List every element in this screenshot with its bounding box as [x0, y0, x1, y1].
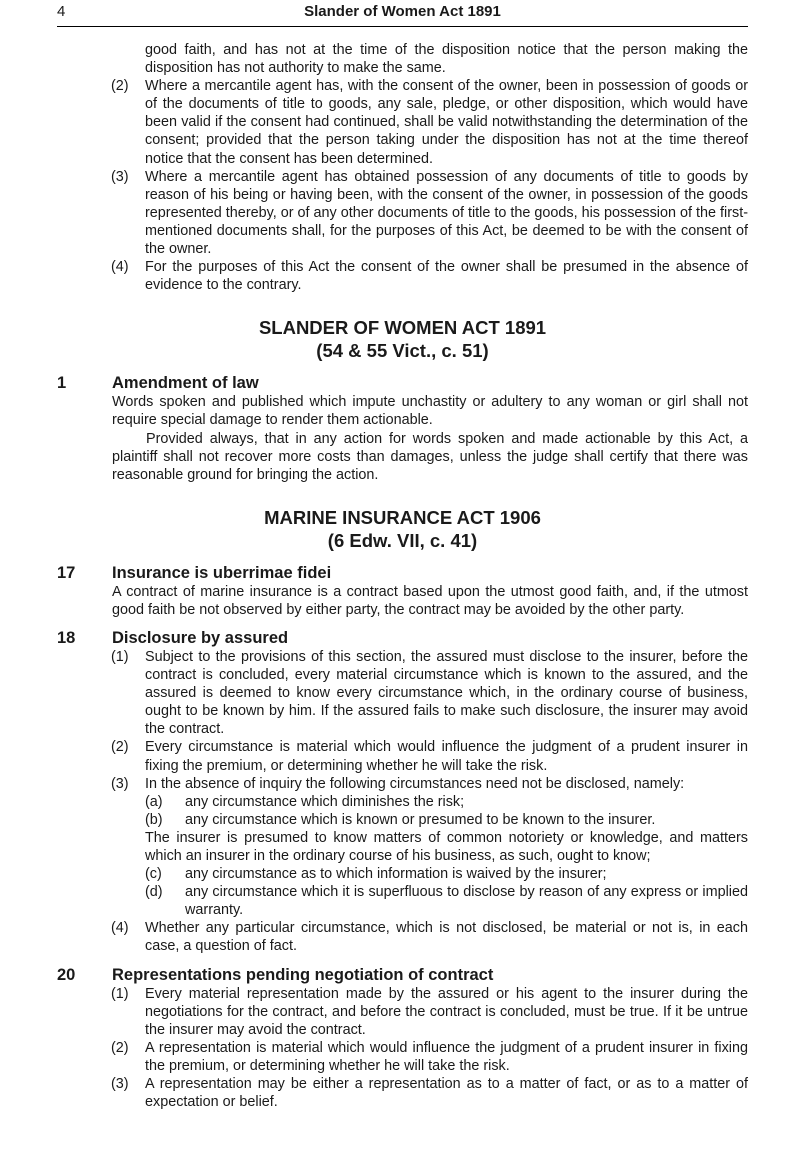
middle-text: The insurer is presumed to know matters of common notoriety or knowledge, and matters which an insurer in the ordinary course of his business, as such, ought to know; [145, 829, 748, 864]
section-number: 18 [57, 628, 76, 647]
page-header [57, 0, 748, 27]
section-text: A contract of marine insurance is a contract based upon the utmost good faith, and, if the utmost good faith be not observed by either party, the contract may be avoided by the other party. [112, 583, 748, 618]
subsection-number: (1) [111, 648, 129, 665]
item-label: (d) [145, 884, 163, 901]
subsection [57, 919, 748, 955]
subsection-number: (4) [111, 920, 129, 937]
subsection-text: Whether any particular circumstance, which is not disclosed, be material or not is, in each case, a question of fact. [145, 920, 748, 955]
subsection [57, 1075, 748, 1111]
item-text: any circumstance which diminishes the risk; [185, 793, 465, 810]
item-label: (a) [145, 793, 163, 810]
subsection-text: Every circumstance is material which would influence the judgment of a prudent insurer in fixing the premium, or determining whether he will take the risk. [145, 739, 748, 774]
section [57, 965, 748, 1112]
subsection [57, 648, 748, 738]
subsection [57, 1039, 748, 1075]
section-text: Words spoken and published which impute unchastity or adultery to any woman or girl shall not require special damage to render them actionable. [112, 394, 748, 429]
subsection [57, 77, 748, 167]
subsection-text: Where a mercantile agent has obtained possession of any documents of title to goods by reason of his being or having been, with the consent of the owner, in possession of the goods represented thereby, or of any other documents of title to the goods, his possession of the first-mentioned documents shall, for the purposes of this Act, be deemed to be with the consent of the owner. [145, 168, 748, 258]
subsection-text: A representation is material which would influence the judgment of a prudent insurer in fixing the premium, or determining whether he will take the risk. [145, 1039, 748, 1074]
section [57, 563, 748, 619]
act-citation: (54 & 55 Vict., c. 51) [316, 340, 489, 362]
subsection-number: (3) [111, 775, 129, 792]
paragraph-item [57, 865, 748, 883]
paragraph-item [57, 811, 748, 829]
section-title: Representations pending negotiation of contract [112, 965, 494, 984]
subsection-text: Where a mercantile agent has, with the consent of the owner, been in possession of goods or of the documents of title to goods, any sale, pledge, or other disposition, which would have been valid if the consent had continued, shall be valid notwithstanding the determination of the consent; provided that the person taking under the disposition has not at the time thereof notice that the consent has been determined. [145, 78, 748, 167]
section [57, 373, 748, 483]
section-title: Amendment of law [112, 374, 259, 393]
subsection-text: A representation may be either a representation as to a matter of fact, or as to a matter of expectation or belief. [145, 1076, 748, 1111]
section-number: 20 [57, 965, 76, 984]
section-title: Disclosure by assured [112, 628, 289, 647]
subsection-number: (3) [111, 1076, 129, 1093]
section-proviso: Provided always, that in any action for words spoken and made actionable by this Act, a plaintiff shall not recover more costs than damages, unless the judge shall certify that there was reasonable ground for bringing the action. [112, 430, 748, 483]
item-text: any circumstance which it is superfluous to disclose by reason of any express or implied warranty. [185, 884, 748, 919]
section-title: Insurance is uberrimae fidei [112, 563, 332, 582]
page-body [57, 41, 748, 1111]
subsection-text: For the purposes of this Act the consent of the owner shall be presumed in the absence of evidence to the contrary. [145, 259, 748, 294]
subsection-text: Subject to the provisions of this section, the assured must disclose to the insurer, before the contract is concluded, every material circumstance which is known to the assured, and the assured is deemed to know every circumstance which, in the ordinary course of business, ought to be known by him. If the assured fails to make such disclosure, the insurer may avoid the contract. [145, 648, 748, 738]
subsection [57, 985, 748, 1039]
act-title: MARINE INSURANCE ACT 1906 [264, 506, 541, 528]
running-title: Slander of Women Act 1891 [304, 3, 501, 20]
act-title: SLANDER OF WOMEN ACT 1891 [258, 317, 547, 339]
subsection [57, 258, 748, 294]
subsection [57, 775, 748, 793]
paragraph-item [57, 883, 748, 919]
item-label: (c) [145, 866, 162, 883]
subsection-number: (3) [111, 168, 129, 185]
continuation-text: good faith, and has not at the time of the disposition notice that the person making the disposition has not authority to make the same. [145, 42, 748, 77]
subsection [57, 168, 748, 258]
subsection-number: (1) [111, 985, 129, 1002]
subsection [57, 738, 748, 774]
section-number: 1 [57, 374, 67, 393]
item-text: any circumstance as to which information is waived by the insurer; [185, 866, 607, 883]
item-label: (b) [145, 811, 163, 828]
subsection-number: (2) [111, 78, 129, 95]
paragraph-item [57, 793, 748, 811]
section-number: 17 [57, 563, 76, 582]
subsection-number: (2) [111, 739, 129, 756]
subsection-number: (4) [111, 259, 129, 276]
item-text: any circumstance which is known or presumed to be known to the insurer. [185, 811, 656, 828]
subsection-number: (2) [111, 1039, 129, 1056]
subsection-text: In the absence of inquiry the following circumstances need not be disclosed, namely: [145, 775, 685, 792]
act-citation: (6 Edw. VII, c. 41) [327, 529, 478, 551]
page-number: 4 [57, 3, 66, 20]
subsection-text: Every material representation made by the assured or his agent to the insurer during the negotiations for the contract, and before the contract is concluded, must be true. If it be untrue the insurer may avoid the contract. [145, 985, 748, 1038]
section [57, 628, 748, 956]
